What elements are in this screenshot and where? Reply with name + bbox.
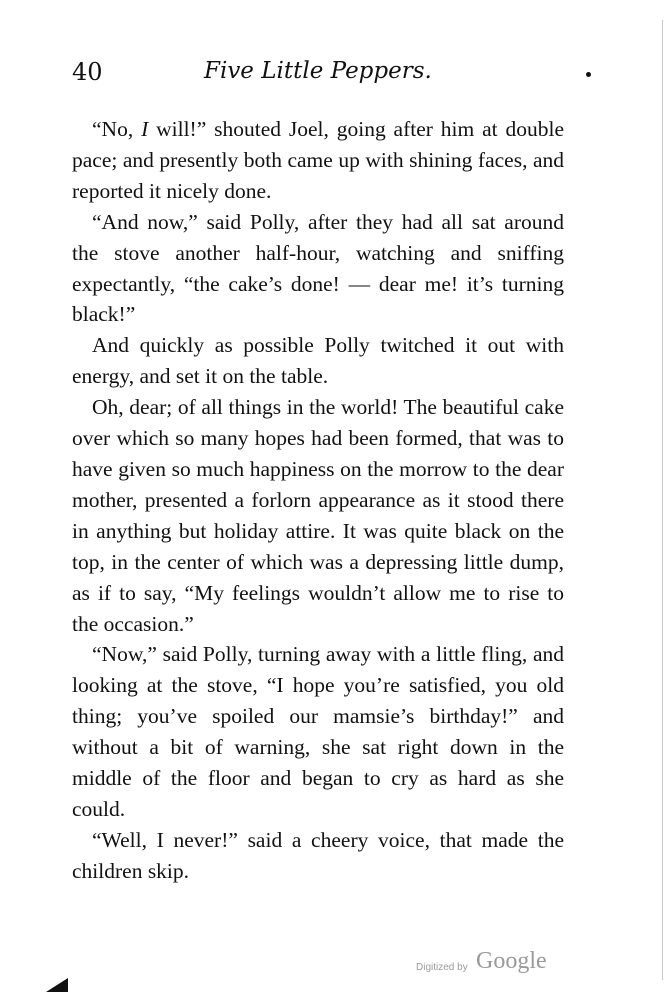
watermark-brand: Google (476, 948, 547, 974)
text-segment: “No, (92, 117, 142, 141)
page-number: 40 (72, 58, 103, 86)
text-segment: I (141, 117, 149, 141)
text-segment: And quickly as possible Polly twitched it out with energy, and set it on the table. (72, 333, 564, 389)
running-title: Five Little Peppers. (204, 58, 432, 84)
watermark-prefix: Digitized by (416, 962, 468, 973)
paragraph (72, 825, 564, 887)
page-header (72, 58, 592, 92)
digitized-by-google-watermark (416, 948, 566, 982)
paragraph (72, 330, 564, 392)
text-segment: “Now,” said Polly, turning away with a little fling, and looking at the stove, “I hope you’re satisfied, you old thing; you’ve spoiled our mamsie’s birthday!” and without a bit of warning, she sat right down in the middle of the floor and began to cry as hard as she could. (72, 642, 564, 821)
text-segment: will!” shouted Joel, going after him at double pace; and presently both came up with shining faces, and reported it nicely done. (72, 117, 564, 203)
paragraph (72, 392, 564, 639)
header-dot (586, 72, 591, 77)
text-segment: “Well, I never!” said a cheery voice, that made the children skip. (72, 827, 564, 883)
text-segment: “And now,” said Polly, after they had all sat around the stove another half-hour, watching and sniffing expectantly, “the cake’s done! — dear me! it’s turning black!” (72, 209, 564, 327)
body-text (72, 114, 564, 887)
paragraph (72, 207, 564, 331)
scan-edge-line (662, 20, 663, 980)
paragraph (72, 114, 564, 207)
corner-mark (46, 978, 68, 992)
text-segment: Oh, dear; of all things in the world! The beautiful cake over which so many hopes had been formed, that was to have given so much happiness on the morrow to the dear mother, presented a forlorn appearance as it stood there in anything but holiday attire. It was quite black on the top, in the center of which was a depressing little dump, as if to say, “My feelings wouldn’t allow me to rise to the occasion.” (72, 395, 564, 636)
paragraph (72, 639, 564, 824)
